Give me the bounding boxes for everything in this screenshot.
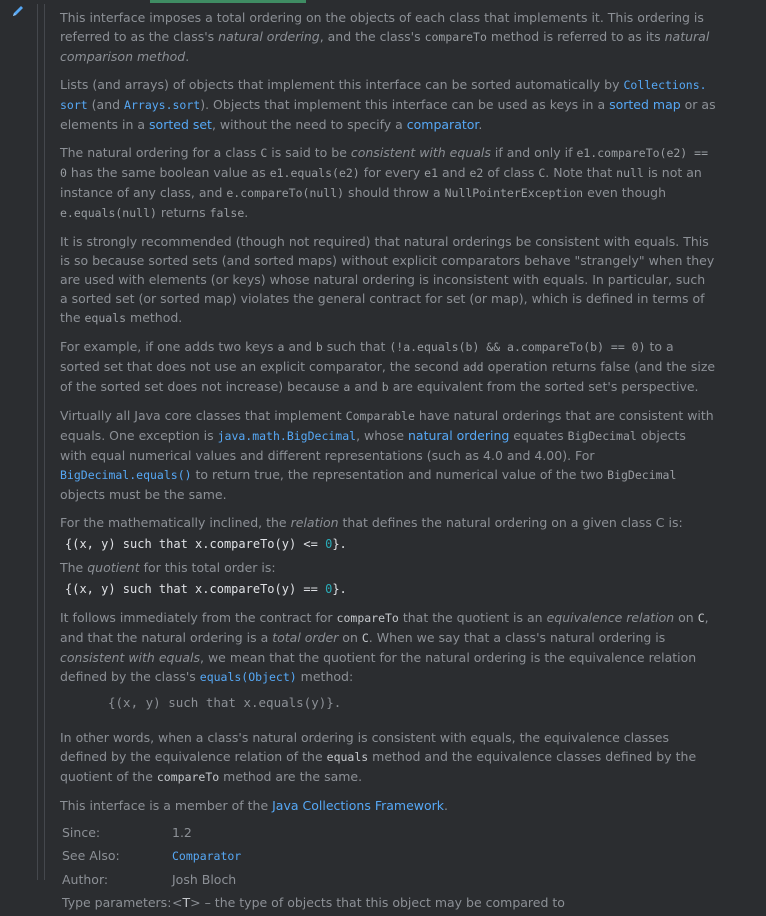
- italic-term: natural comparison method: [60, 29, 710, 64]
- text: and: [284, 339, 316, 354]
- inline-code: e1: [424, 166, 439, 180]
- text: equates: [509, 428, 568, 443]
- italic-term: quotient: [87, 560, 140, 575]
- code-relation: [65, 535, 716, 554]
- tag-since-label: Since:: [62, 825, 101, 840]
- gutter-divider: [37, 4, 38, 880]
- text: > – the type of objects that this object may be compared to: [190, 895, 565, 910]
- text: method and the equivalence classes defined by the quotient of the: [60, 749, 697, 784]
- text: Virtually all Java core classes that implement: [60, 408, 346, 423]
- text: even though: [583, 185, 666, 200]
- text: for this total order is:: [139, 560, 276, 575]
- tag-since-value: 1.2: [172, 825, 192, 840]
- link-collections-framework[interactable]: Java Collections Framework: [272, 798, 445, 813]
- inline-code: Comparable: [345, 409, 415, 423]
- link-collections-sort[interactable]: Collections.: [623, 78, 707, 92]
- text: , and the class's: [319, 29, 425, 44]
- text: <: [172, 895, 183, 910]
- text: is not an instance of any class, and: [60, 165, 702, 200]
- inline-code: equals: [84, 311, 127, 325]
- text: It follows immediately from the contract for: [60, 610, 337, 625]
- inline-code: C: [361, 631, 369, 645]
- inline-code: C: [697, 611, 705, 625]
- code-number: 0: [325, 537, 333, 551]
- link-natural-ordering[interactable]: natural ordering: [408, 428, 510, 443]
- italic-term: natural ordering: [218, 29, 320, 44]
- link-arrays-sort[interactable]: Arrays.sort: [124, 98, 201, 112]
- text: such that: [322, 339, 390, 354]
- tag-see-also-row: [62, 846, 565, 870]
- text: have natural orderings that are consistent with equals. One exception is: [60, 408, 714, 443]
- link-sorted-map[interactable]: sorted map: [609, 97, 681, 112]
- text: returns: [156, 205, 210, 220]
- text: are equivalent from the sorted set's perspective.: [388, 379, 699, 394]
- tag-author-row: [62, 870, 565, 893]
- text: that the quotient is an: [398, 610, 547, 625]
- text: . When we say that a class's natural ordering is: [368, 630, 666, 645]
- text: that defines the natural ordering on a given class C is:: [338, 515, 683, 530]
- italic-term: total order: [272, 630, 339, 645]
- text: method:: [296, 669, 354, 684]
- text: , without the need to specify a: [211, 117, 407, 132]
- pencil-icon[interactable]: [11, 4, 25, 18]
- text: or as elements in a: [60, 97, 716, 132]
- text: on: [674, 610, 698, 625]
- text: In other words, when a class's natural ordering is consistent with equals, the equivalence classes defined by the equivalence relation of the: [60, 730, 669, 764]
- text: Lists (and arrays) of objects that implement this interface can be sorted automatically by: [60, 77, 624, 92]
- text: objects must be the same.: [60, 487, 227, 502]
- paragraph-intro: [60, 8, 716, 66]
- inline-code: BigDecimal: [567, 429, 637, 443]
- text: The natural ordering for a class: [60, 145, 261, 160]
- paragraph-quotient: [60, 558, 716, 577]
- text: method are the same.: [219, 769, 363, 784]
- tag-author-label: Author:: [62, 872, 109, 887]
- link-equals-object[interactable]: equals(Object): [199, 670, 297, 684]
- text: for every: [359, 165, 425, 180]
- code-text: {(x, y) such that x.compareTo(y) <=: [65, 537, 326, 551]
- paragraph-member: [60, 796, 716, 815]
- text: to return true, the representation and numerical value of the two: [191, 467, 608, 482]
- tag-since-row: [62, 823, 565, 846]
- text: .: [244, 205, 249, 220]
- text: For the mathematically inclined, the: [60, 515, 291, 530]
- inline-code: e1.equals(e2): [269, 166, 360, 180]
- inline-code: NullPointerException: [444, 186, 584, 200]
- code-quotient: [65, 580, 716, 599]
- text: should throw a: [344, 185, 445, 200]
- doc-tags-table: [62, 823, 565, 916]
- inline-code: null: [616, 166, 644, 180]
- text: The: [60, 560, 88, 575]
- text: (and: [87, 97, 125, 112]
- doc-border: [44, 4, 45, 880]
- text: has the same boolean value as: [66, 165, 270, 180]
- text: . Note that: [545, 165, 617, 180]
- link-bigdecimal-equals[interactable]: BigDecimal.equals(): [60, 468, 192, 482]
- tag-author-value: Josh Bloch: [172, 872, 237, 887]
- paragraph-consistent: [60, 143, 716, 223]
- paragraph-example: [60, 337, 716, 397]
- inline-code: a: [277, 340, 285, 354]
- text: of class: [483, 165, 539, 180]
- tag-type-params-row: [62, 893, 565, 916]
- type-param-name: T: [182, 895, 191, 910]
- inline-code: e.equals(null): [60, 206, 157, 220]
- top-accent-bar: [150, 0, 306, 3]
- inline-code: compareTo: [156, 770, 220, 784]
- text: operation returns false (and the size of the sorted set does not increase) because: [60, 359, 716, 394]
- text: objects with equal numerical values and different representations (such as 4.0 and 4.00). For: [60, 428, 686, 463]
- paragraph-follows: [60, 608, 716, 687]
- text: .: [185, 49, 190, 64]
- code-text: }.: [332, 537, 347, 551]
- code-text: }.: [332, 582, 347, 596]
- link-collections-sort-cont[interactable]: sort: [60, 98, 88, 112]
- paragraph-recommended: [60, 232, 716, 328]
- text: , and that the natural ordering is a: [60, 610, 709, 645]
- inline-code: compareTo: [424, 30, 487, 44]
- text: method.: [126, 310, 183, 325]
- text: , whose: [356, 428, 408, 443]
- inline-code: e.compareTo(null): [226, 186, 345, 200]
- paragraph-relation: [60, 513, 716, 532]
- javadoc-content: [60, 8, 716, 916]
- paragraph-sorting: [60, 75, 716, 134]
- code-text: {(x, y) such that x.compareTo(y) ==: [65, 582, 326, 596]
- link-comparator[interactable]: comparator: [406, 117, 479, 132]
- link-bigdecimal[interactable]: java.math.BigDecimal: [217, 429, 357, 443]
- inline-code: (!a.equals(b) && a.compareTo(b) == 0): [389, 340, 646, 354]
- italic-term: equivalence relation: [546, 610, 675, 625]
- inline-code: false: [209, 206, 245, 220]
- text: It is strongly recommended (though not required) that natural orderings be consistent with equals. This is so because sorted sets (and sorted maps) without explicit comparators behave "strangely" when they are used with elements (or keys) whose natural ordering is inconsistent with equals. In particular, such a sorted set (or sorted map) violates the general contract for set (or map), which is defined in terms of the: [60, 234, 715, 325]
- text: method is referred to as its: [486, 29, 665, 44]
- code-equivalence: {(x, y) such that x.equals(y)}.: [108, 695, 342, 710]
- text: , we mean that the quotient for the natural ordering is the equivalence relation defined by the class's: [60, 650, 697, 684]
- link-sorted-set[interactable]: sorted set: [149, 117, 212, 132]
- text: to a sorted set that does not use an explicit comparator, the second: [60, 339, 674, 374]
- text: This interface imposes a total ordering on the objects of each class that implements it. This ordering is referred to as the class's: [60, 10, 704, 44]
- inline-code: e1.compareTo(e2) == 0: [60, 146, 709, 180]
- inline-code: equals: [326, 750, 369, 764]
- text: For example, if one adds two keys: [60, 339, 278, 354]
- italic-term: relation: [290, 515, 339, 530]
- inline-code: b: [315, 340, 323, 354]
- paragraph-core-classes: [60, 406, 716, 504]
- inline-code: a: [343, 380, 351, 394]
- italic-term: consistent with equals: [350, 145, 491, 160]
- text: and: [438, 165, 470, 180]
- text: ). Objects that implement this interface can be used as keys in a: [200, 97, 610, 112]
- inline-code: BigDecimal: [607, 468, 677, 482]
- text: .: [444, 798, 448, 813]
- inline-code: C: [538, 166, 546, 180]
- paragraph-other-words: [60, 728, 716, 787]
- link-see-also-comparator[interactable]: Comparator: [172, 849, 242, 863]
- inline-code: compareTo: [336, 611, 399, 625]
- italic-term: consistent with equals: [60, 650, 201, 665]
- text: is said to be: [267, 145, 351, 160]
- text: if and only if: [490, 145, 577, 160]
- code-number: 0: [325, 582, 333, 596]
- inline-code: e2: [469, 166, 484, 180]
- inline-code: add: [462, 360, 484, 374]
- inline-code: b: [381, 380, 389, 394]
- tag-type-params-label: Type parameters:: [62, 895, 172, 910]
- text: .: [478, 117, 483, 132]
- inline-code: C: [260, 146, 268, 160]
- tag-see-also-label: See Also:: [62, 848, 120, 863]
- text: on: [338, 630, 362, 645]
- tag-type-params-value: [172, 893, 565, 916]
- text: This interface is a member of the: [60, 798, 273, 813]
- text: and: [350, 379, 382, 394]
